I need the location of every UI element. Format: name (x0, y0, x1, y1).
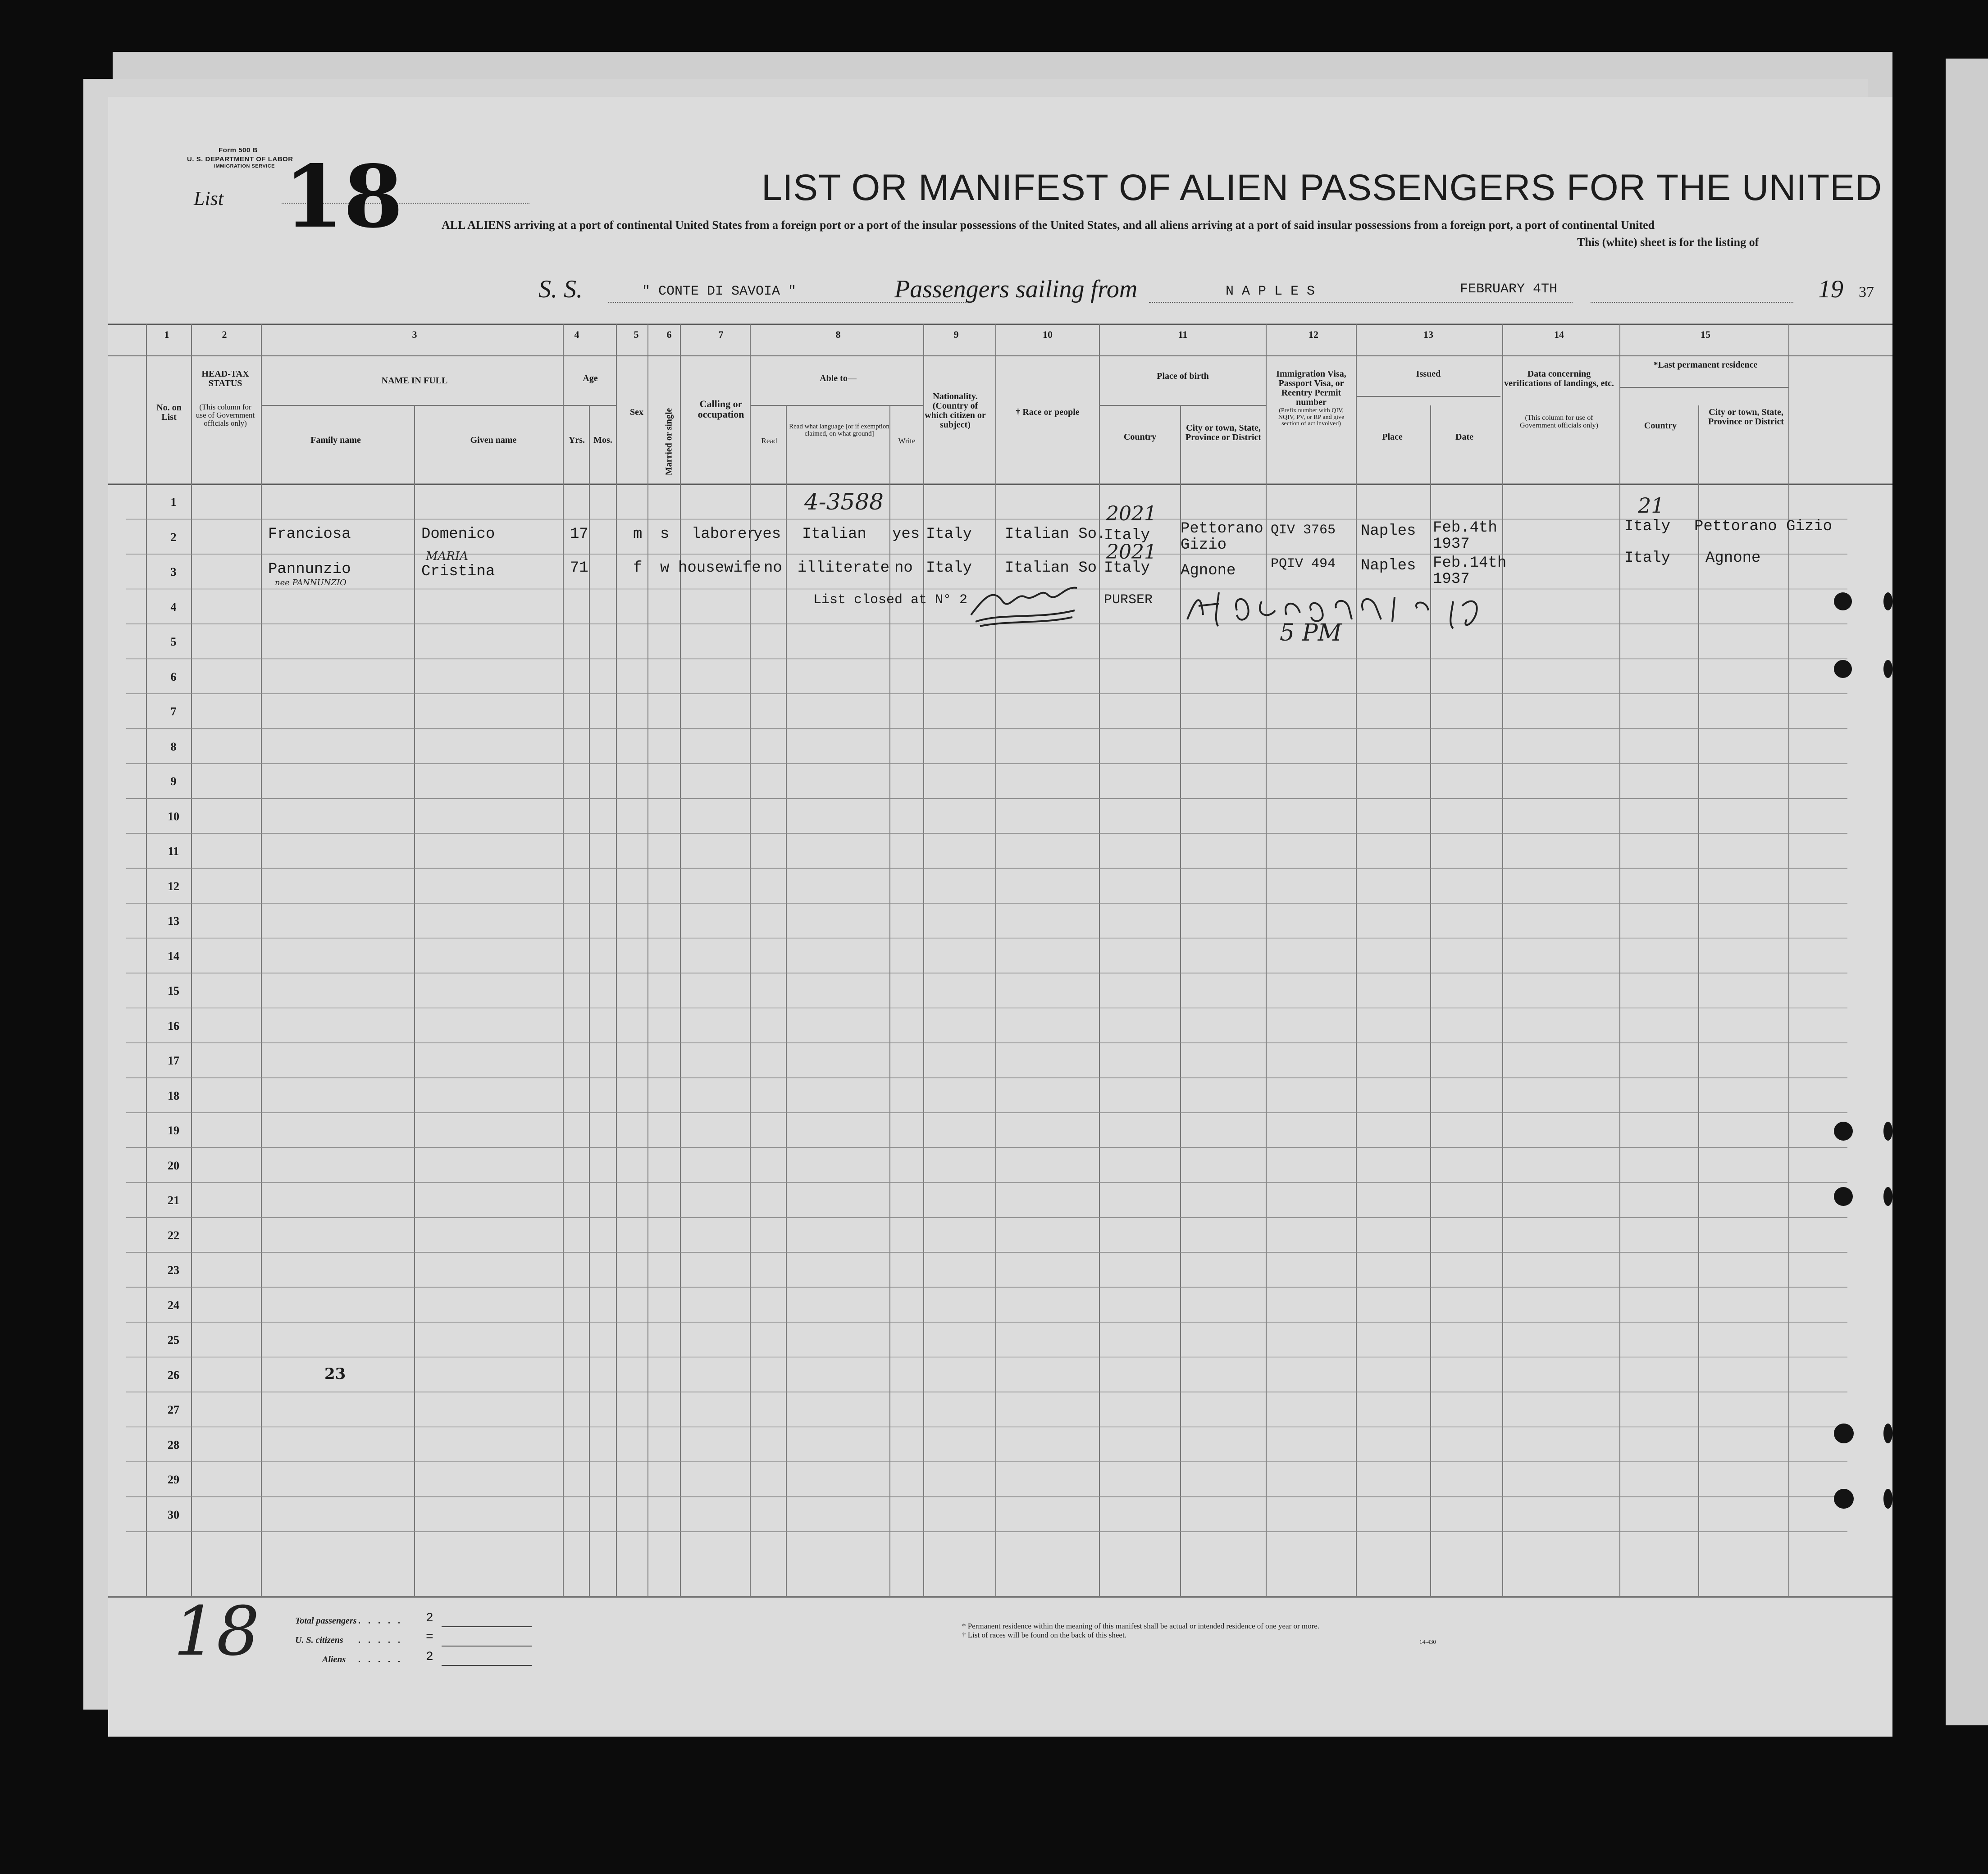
department: U. S. DEPARTMENT OF LABOR (187, 155, 293, 163)
age-years: 17 (570, 526, 588, 543)
header-place-of-birth: Place of birth (1157, 371, 1209, 381)
issued-date: Feb.4th 1937 (1433, 519, 1497, 553)
header-read-language: Read what language [or if exemption claimed, on what ground] (789, 423, 889, 437)
header-visa-note: (Prefix number with QIV, NQIV, PV, or RP and give section of act involved) (1278, 407, 1345, 428)
binding-hole (1834, 1489, 1854, 1509)
language: illiterate (798, 559, 890, 577)
handwritten-mark-2: 2021 (1106, 541, 1157, 564)
handwritten-code: 4-3588 (804, 489, 884, 515)
header-age: Age (583, 373, 598, 383)
colnum-6: 6 (666, 329, 672, 340)
header-no-on-list: No. on List (156, 403, 182, 422)
ss-label: S. S. (538, 275, 583, 303)
residence-country: Italy (1624, 550, 1671, 567)
birth-country: Italy (1104, 559, 1150, 577)
colnum-10: 10 (1043, 329, 1053, 340)
header-data-note: (This column for use of Government officials only) (1520, 414, 1598, 429)
binding-hole (1883, 592, 1892, 610)
subtitle-line1: ALL ALIENS arriving at a port of continental United States from a foreign port or a port of the insular possessions of the United States, and all aliens arriving at a port of said insular possessions from a foreign port, a port of continental United (442, 218, 1655, 232)
row-number: 29 (168, 1473, 179, 1486)
row-number: 2 (170, 530, 177, 544)
colnum-12: 12 (1309, 329, 1318, 340)
row-number: 20 (168, 1159, 179, 1172)
given-name: Domenico (421, 526, 495, 543)
race: Italian So. (1005, 526, 1106, 543)
colnum-5: 5 (634, 329, 639, 340)
stamp-number: 23 (324, 1365, 346, 1383)
adjacent-sheet (1946, 59, 1988, 1725)
aliens-underline (442, 1665, 532, 1666)
us-citizens-value: = (426, 1630, 433, 1644)
birth-city: Pettorano Gizio (1181, 520, 1263, 554)
header-nationality: Nationality. (Country of which citizen or subject) (925, 391, 986, 430)
header-res-city: City or town, State, Province or District (1708, 407, 1784, 427)
row-number: 22 (168, 1228, 179, 1242)
footer-code: 14-430 (1419, 1638, 1436, 1645)
us-citizens-label: U. S. citizens (295, 1635, 343, 1645)
header-visa: Immigration Visa, Passport Visa, or Reentry Permit number (1276, 369, 1346, 407)
residence-city: Pettorano Gizio (1694, 518, 1833, 535)
purser-signature (967, 570, 1084, 628)
residence-country: Italy (1624, 518, 1671, 535)
sex: m (633, 526, 643, 543)
row-number: 30 (168, 1508, 179, 1521)
header-read: Read (761, 437, 777, 445)
issued-date: Feb.14th 1937 (1433, 555, 1507, 588)
page-title: LIST OR MANIFEST OF ALIEN PASSENGERS FOR THE UNITED (761, 167, 1883, 208)
issued-place: Naples (1361, 557, 1416, 574)
row-number: 18 (168, 1089, 179, 1102)
handwritten-res-mark: 21 (1638, 493, 1664, 518)
header-birth-city: City or town, State, Province or District (1185, 423, 1262, 442)
citizens-dots: . . . . . (358, 1635, 403, 1645)
header-name-in-full: NAME IN FULL (381, 376, 448, 386)
binding-hole (1883, 660, 1892, 678)
binding-hole (1883, 1187, 1892, 1206)
row-number: 4 (170, 600, 177, 614)
header-issued-date: Date (1455, 432, 1473, 442)
sailing-date: FEBRUARY 4TH (1460, 282, 1558, 297)
row-number: 5 (170, 635, 177, 648)
row-number: 23 (168, 1264, 179, 1277)
given-name-note: MARIA (426, 550, 469, 563)
binding-hole (1834, 660, 1852, 678)
write: yes (892, 526, 920, 543)
header-data-concerning: Data concerning verifications of landings, etc. (1504, 369, 1614, 388)
list-closed-text: List closed at N° 2 (813, 592, 968, 608)
header-married: Married or single (664, 408, 674, 476)
row-number: 10 (168, 810, 179, 823)
row-number: 12 (168, 879, 179, 893)
table-grid (108, 97, 1892, 1737)
family-name-note: nee PANNUNZIO (275, 578, 347, 587)
header-res-country: Country (1644, 421, 1677, 431)
colnum-11: 11 (1178, 329, 1188, 340)
citizens-underline (442, 1646, 532, 1647)
row-number: 1 (170, 496, 177, 509)
header-mos: Mos. (593, 435, 612, 445)
row-number: 7 (170, 705, 177, 718)
service: IMMIGRATION SERVICE (214, 164, 275, 169)
sex: f (633, 559, 643, 577)
handwritten-mark-1: 2021 (1106, 502, 1157, 525)
header-issued: Issued (1416, 369, 1441, 379)
row-number: 27 (168, 1403, 179, 1416)
binding-hole (1834, 1122, 1853, 1141)
colnum-13: 13 (1423, 329, 1433, 340)
sailing-label: Passengers sailing from (894, 275, 1138, 303)
header-yrs: Yrs. (568, 435, 585, 445)
header-issued-place: Place (1382, 432, 1403, 442)
binding-hole (1883, 1424, 1892, 1443)
row-number: 19 (168, 1124, 179, 1137)
purser-label: PURSER (1104, 592, 1153, 608)
calling: laborer (692, 526, 756, 543)
marital-status: s (660, 526, 670, 543)
list-label: List (194, 187, 224, 209)
colnum-3: 3 (412, 329, 417, 340)
row-number: 3 (170, 565, 177, 578)
read: yes (753, 526, 781, 543)
residence-city: Agnone (1705, 550, 1761, 567)
binding-hole (1834, 1187, 1853, 1206)
colnum-15: 15 (1701, 329, 1710, 340)
colnum-9: 9 (953, 329, 959, 340)
footnote-residence: * Permanent residence within the meaning of this manifest shall be actual or intended residence of one year or more. (962, 1622, 1320, 1630)
row-number: 8 (170, 740, 177, 753)
row-number: 9 (170, 775, 177, 788)
row-number: 11 (168, 845, 179, 858)
colnum-1: 1 (164, 329, 169, 340)
birth-country: Italy (1104, 527, 1150, 544)
header-calling: Calling or occupation (698, 398, 744, 420)
total-passengers-value: 2 (426, 1611, 433, 1625)
year-prefix: 19 (1818, 275, 1843, 303)
total-passengers-label: Total passengers (295, 1616, 357, 1626)
header-family-name: Family name (310, 435, 361, 445)
row-number: 16 (168, 1019, 179, 1033)
row-number: 13 (168, 914, 179, 928)
marital-status: w (660, 559, 670, 577)
calling: housewife (678, 559, 761, 577)
colnum-2: 2 (222, 329, 227, 340)
nationality: Italy (926, 526, 972, 543)
header-birth-country: Country (1123, 432, 1157, 442)
manifest-sheet (108, 97, 1892, 1737)
write: no (894, 559, 913, 577)
header-race: † Race or people (1016, 407, 1080, 417)
header-able-to: Able to— (820, 373, 857, 383)
row-number: 28 (168, 1438, 179, 1451)
row-number: 25 (168, 1333, 179, 1346)
row-number: 14 (168, 949, 179, 963)
binding-hole (1834, 592, 1852, 610)
family-name: Pannunzio (268, 561, 351, 578)
aliens-dots: . . . . . (358, 1655, 403, 1665)
list-number: 18 (284, 146, 403, 247)
read: no (764, 559, 782, 577)
inspector-signature (1183, 583, 1561, 633)
header-head-tax: HEAD-TAX STATUS (201, 369, 249, 388)
birth-city: Agnone (1181, 562, 1236, 579)
binding-hole (1883, 1122, 1892, 1141)
binding-hole (1883, 1489, 1892, 1509)
nationality: Italy (926, 559, 972, 577)
colnum-14: 14 (1554, 329, 1564, 340)
row-number: 17 (168, 1054, 179, 1067)
visa-number: PQIV 494 (1271, 556, 1336, 572)
row-number: 26 (168, 1368, 179, 1382)
family-name: Franciosa (268, 526, 351, 543)
given-name: Cristina (421, 563, 495, 580)
visa-number: QIV 3765 (1271, 523, 1336, 538)
header-sex: Sex (630, 407, 643, 417)
row-number: 6 (170, 670, 177, 683)
subtitle-line2: This (white) sheet is for the listing of (1577, 236, 1759, 249)
form-number: Form 500 B (219, 146, 258, 154)
colnum-8: 8 (835, 329, 841, 340)
year-suffix: 37 (1859, 284, 1874, 300)
issued-place: Naples (1361, 523, 1416, 540)
header-write: Write (898, 437, 916, 445)
margin-number: 18 (173, 1592, 260, 1671)
row-number: 24 (168, 1298, 179, 1312)
row-number: 21 (168, 1194, 179, 1207)
race: Italian So (1005, 559, 1097, 577)
row-number: 15 (168, 984, 179, 997)
port: N A P L E S (1226, 284, 1315, 299)
footnote-races: † List of races will be found on the back of this sheet. (962, 1631, 1126, 1639)
header-last-residence: *Last permanent residence (1653, 360, 1758, 370)
total-dots: . . . . . (358, 1616, 403, 1626)
header-given-name: Given name (470, 435, 517, 445)
language: Italian (802, 526, 866, 543)
ship-name: " CONTE DI SAVOIA " (642, 284, 797, 299)
total-underline (442, 1626, 532, 1627)
colnum-7: 7 (718, 329, 724, 340)
colnum-4: 4 (574, 329, 579, 340)
aliens-label: Aliens (322, 1655, 346, 1665)
handwritten-time: 5 PM (1280, 619, 1342, 646)
header-head-tax-note: (This column for use of Government officials only) (196, 403, 255, 428)
age-years: 71 (570, 559, 588, 577)
binding-hole (1834, 1424, 1854, 1443)
aliens-value: 2 (426, 1650, 433, 1664)
